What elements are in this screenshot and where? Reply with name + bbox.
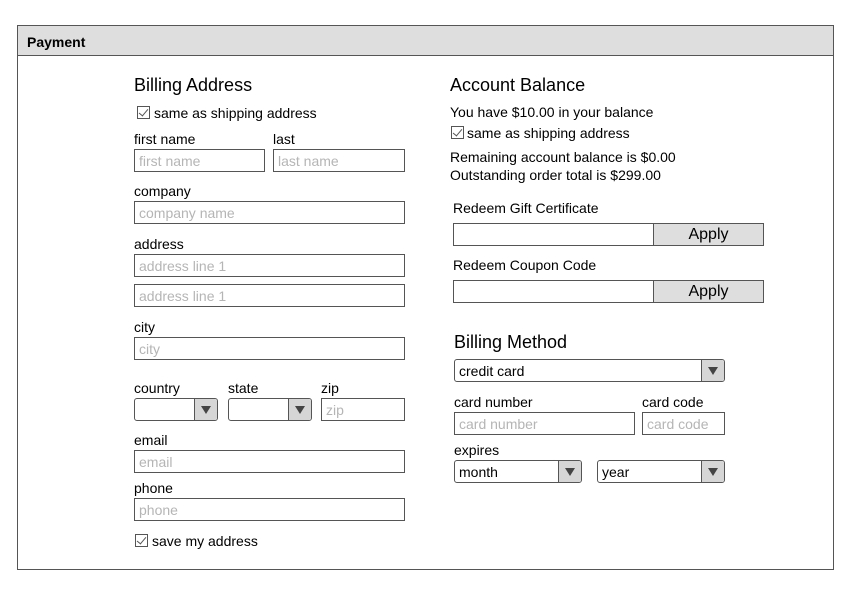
expiry-year-value: year: [602, 464, 630, 480]
coupon-code-label: Redeem Coupon Code: [453, 257, 597, 273]
zip-input[interactable]: [321, 398, 405, 421]
save-address-label: save my address: [152, 533, 258, 549]
card-number-input[interactable]: [454, 412, 635, 435]
chevron-down-icon[interactable]: [558, 461, 581, 482]
account-balance-heading: Account Balance: [450, 75, 586, 95]
email-input[interactable]: [134, 450, 405, 473]
same-as-shipping-checkbox[interactable]: [137, 106, 150, 119]
chevron-down-icon[interactable]: [701, 360, 724, 381]
chevron-down-icon[interactable]: [288, 399, 311, 420]
state-select[interactable]: [228, 398, 312, 421]
remaining-balance-text: Remaining account balance is $0.00: [450, 149, 676, 165]
gift-certificate-input[interactable]: [453, 223, 654, 246]
outstanding-total-text: Outstanding order total is $299.00: [450, 167, 661, 183]
phone-label: phone: [134, 480, 173, 496]
balance-same-as-shipping-checkbox[interactable]: [451, 126, 464, 139]
company-label: company: [134, 183, 191, 199]
billing-method-value: credit card: [459, 363, 525, 379]
coupon-code-input[interactable]: [453, 280, 654, 303]
expiry-month-value: month: [459, 464, 498, 480]
same-as-shipping-label: same as shipping address: [154, 105, 317, 121]
first-name-label: first name: [134, 131, 196, 147]
address-line2-input[interactable]: [134, 284, 405, 307]
panel-title: Payment: [27, 34, 86, 50]
chevron-down-icon[interactable]: [194, 399, 217, 420]
save-address-checkbox[interactable]: [135, 534, 148, 547]
card-code-label: card code: [642, 394, 704, 410]
city-label: city: [134, 319, 155, 335]
gift-certificate-label: Redeem Gift Certificate: [453, 200, 599, 216]
balance-same-as-shipping-label: same as shipping address: [467, 125, 630, 141]
zip-label: zip: [321, 380, 339, 396]
expiry-month-select[interactable]: [454, 460, 582, 483]
country-label: country: [134, 380, 180, 396]
card-code-input[interactable]: [642, 412, 725, 435]
state-label: state: [228, 380, 259, 396]
card-number-label: card number: [454, 394, 533, 410]
email-label: email: [134, 432, 168, 448]
last-name-label: last: [273, 131, 295, 147]
billing-method-heading: Billing Method: [454, 332, 568, 352]
address-label: address: [134, 236, 184, 252]
billing-address-heading: Billing Address: [134, 75, 253, 95]
company-input[interactable]: [134, 201, 405, 224]
expiry-year-select[interactable]: [597, 460, 725, 483]
gift-apply-button[interactable]: Apply: [653, 223, 764, 246]
country-select[interactable]: [134, 398, 218, 421]
expires-label: expires: [454, 442, 500, 458]
balance-text: You have $10.00 in your balance: [450, 104, 654, 120]
chevron-down-icon[interactable]: [701, 461, 724, 482]
panel-header: [18, 26, 833, 56]
billing-method-select[interactable]: [454, 359, 725, 382]
first-name-input[interactable]: [134, 149, 265, 172]
address-line1-input[interactable]: [134, 254, 405, 277]
city-input[interactable]: [134, 337, 405, 360]
last-name-input[interactable]: [273, 149, 405, 172]
phone-input[interactable]: [134, 498, 405, 521]
coupon-apply-button[interactable]: Apply: [653, 280, 764, 303]
